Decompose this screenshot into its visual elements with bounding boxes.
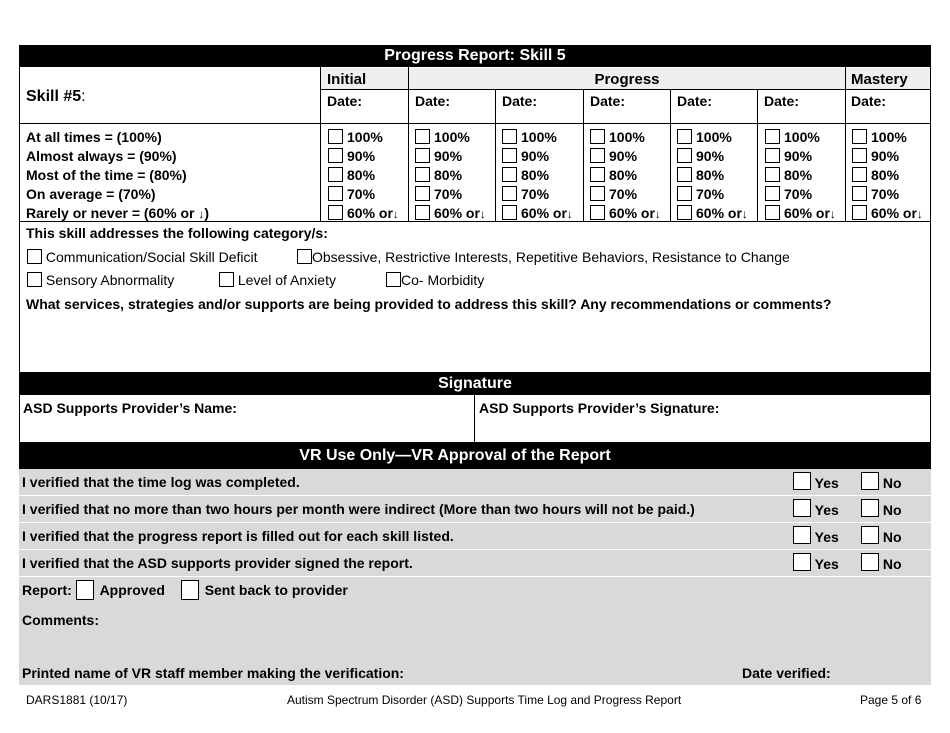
option-90 <box>852 147 923 166</box>
checkbox[interactable] <box>590 205 605 220</box>
checkbox[interactable] <box>793 526 811 544</box>
sent-back-label: Sent back to provider <box>204 582 348 598</box>
option-label: 100% <box>784 129 820 145</box>
checkbox[interactable] <box>328 186 343 201</box>
option-80 <box>852 166 923 185</box>
comments-label: Comments: <box>22 612 100 628</box>
checkbox[interactable] <box>502 205 517 220</box>
date-verified-label: Date verified: <box>742 665 831 681</box>
form-id: DARS1881 (10/17) <box>26 693 128 707</box>
provider-signature-field[interactable] <box>479 418 927 440</box>
vr-question: I verified that the progress report is filled out for each skill listed. <box>22 528 454 544</box>
option-label: 80% <box>871 167 900 183</box>
checkbox[interactable] <box>861 526 879 544</box>
category-prompt: This skill addresses the following category/s: <box>26 225 328 241</box>
category-label: Co- Morbidity <box>401 272 485 288</box>
date-field-progress-5[interactable]: Date: <box>764 93 800 109</box>
option-100 <box>765 128 836 147</box>
category-label: Sensory Abnormality <box>45 272 175 288</box>
scale-60-text: Rarely or never = (60% or <box>26 205 195 221</box>
report-title: Progress Report: Skill 5 <box>384 47 566 64</box>
option-label: 80% <box>784 167 813 183</box>
option-label: 60% or <box>347 205 393 221</box>
yes-label: Yes <box>814 502 839 518</box>
option-100 <box>590 128 661 147</box>
down-arrow-icon: ↓ <box>654 207 661 221</box>
mastery-header: Mastery <box>851 71 908 88</box>
option-label: 80% <box>347 167 376 183</box>
approved-checkbox[interactable] <box>76 580 94 600</box>
option-60 <box>765 204 836 224</box>
no-option <box>861 526 902 545</box>
option-70 <box>852 185 923 204</box>
date-field-progress-4[interactable]: Date: <box>677 93 713 109</box>
options-progress-4 <box>677 128 748 224</box>
option-label: 70% <box>871 186 900 202</box>
checkbox[interactable] <box>765 129 780 144</box>
checkbox[interactable] <box>219 272 234 287</box>
options-progress-2 <box>502 128 573 224</box>
checkbox[interactable] <box>386 272 401 287</box>
printed-name-label: Printed name of VR staff member making the verification: <box>22 665 404 681</box>
scale-90: Almost always = (90%) <box>26 148 177 164</box>
checkbox[interactable] <box>765 205 780 220</box>
option-label: 70% <box>347 186 376 202</box>
option-label: 70% <box>784 186 813 202</box>
no-label: No <box>882 529 902 545</box>
checkbox[interactable] <box>677 148 692 163</box>
checkbox[interactable] <box>502 148 517 163</box>
report-status-row <box>22 580 348 600</box>
scale-70: On average = (70%) <box>26 186 156 202</box>
option-80 <box>328 166 399 185</box>
no-option <box>861 553 902 572</box>
signature-divider <box>474 395 475 442</box>
approved-label: Approved <box>99 582 165 598</box>
checkbox[interactable] <box>861 499 879 517</box>
checkbox[interactable] <box>590 167 605 182</box>
option-70 <box>415 185 486 204</box>
divider-header-row <box>320 89 931 90</box>
no-option <box>861 499 902 518</box>
option-90 <box>415 147 486 166</box>
page-number: Page 5 of 6 <box>860 693 922 707</box>
option-90 <box>765 147 836 166</box>
option-90 <box>677 147 748 166</box>
yes-option <box>793 526 839 545</box>
option-label: 60% or <box>521 205 567 221</box>
options-progress-1 <box>415 128 486 224</box>
scale-legend <box>26 128 209 224</box>
option-70 <box>590 185 661 204</box>
skill-number: Skill #5 <box>26 88 82 105</box>
checkbox[interactable] <box>793 499 811 517</box>
option-label: 90% <box>871 148 900 164</box>
scale-80: Most of the time = (80%) <box>26 167 187 183</box>
vr-question-row-2 <box>19 496 931 523</box>
checkbox[interactable] <box>861 553 879 571</box>
checkbox[interactable] <box>27 249 42 264</box>
option-label: 60% or <box>434 205 480 221</box>
option-90 <box>590 147 661 166</box>
no-label: No <box>882 475 902 491</box>
checkbox[interactable] <box>415 129 430 144</box>
category-sensory <box>27 272 174 288</box>
option-label: 90% <box>434 148 463 164</box>
checkbox[interactable] <box>502 186 517 201</box>
down-arrow-icon: ↓ <box>198 207 205 221</box>
option-label: 80% <box>609 167 638 183</box>
report-label: Report: <box>22 582 72 598</box>
checkbox[interactable] <box>328 205 343 220</box>
checkbox[interactable] <box>297 249 312 264</box>
option-60 <box>328 204 399 224</box>
skill-label <box>26 88 86 106</box>
checkbox[interactable] <box>502 129 517 144</box>
option-80 <box>677 166 748 185</box>
category-comorbidity <box>386 272 484 288</box>
down-arrow-icon: ↓ <box>741 207 748 221</box>
checkbox[interactable] <box>590 129 605 144</box>
option-80 <box>590 166 661 185</box>
category-communication <box>27 249 258 265</box>
date-field-progress-2[interactable]: Date: <box>502 93 538 109</box>
option-70 <box>677 185 748 204</box>
checkbox[interactable] <box>852 148 867 163</box>
document-title: Autism Spectrum Disorder (ASD) Supports Time Log and Progress Report <box>287 693 682 707</box>
checkbox[interactable] <box>765 148 780 163</box>
option-label: 100% <box>871 129 907 145</box>
option-label: 90% <box>521 148 550 164</box>
services-comment-area[interactable] <box>26 316 926 370</box>
yes-option <box>793 499 839 518</box>
option-60 <box>852 204 923 224</box>
option-label: 100% <box>434 129 470 145</box>
option-label: 100% <box>696 129 732 145</box>
option-80 <box>765 166 836 185</box>
category-anxiety <box>219 272 336 288</box>
scale-60 <box>26 204 209 224</box>
option-label: 80% <box>696 167 725 183</box>
no-label: No <box>882 502 902 518</box>
checkbox[interactable] <box>677 205 692 220</box>
checkbox[interactable] <box>27 272 42 287</box>
option-100 <box>502 128 573 147</box>
option-100 <box>328 128 399 147</box>
checkbox[interactable] <box>502 167 517 182</box>
option-60 <box>502 204 573 224</box>
no-label: No <box>882 556 902 572</box>
vr-question: I verified that the time log was completed. <box>22 474 300 490</box>
options-initial <box>328 128 399 224</box>
option-60 <box>415 204 486 224</box>
yes-option <box>793 553 839 572</box>
option-label: 60% or <box>609 205 655 221</box>
yes-label: Yes <box>814 475 839 491</box>
checkbox[interactable] <box>861 472 879 490</box>
option-label: 100% <box>347 129 383 145</box>
down-arrow-icon: ↓ <box>392 207 399 221</box>
option-70 <box>328 185 399 204</box>
vr-question-row-1 <box>19 469 931 496</box>
services-prompt: What services, strategies and/or supports are being provided to address this skill? Any recommendations or comments? <box>26 296 832 312</box>
option-label: 90% <box>784 148 813 164</box>
option-70 <box>502 185 573 204</box>
checkbox[interactable] <box>852 186 867 201</box>
date-field-progress-1[interactable]: Date: <box>415 93 451 109</box>
option-90 <box>328 147 399 166</box>
option-label: 70% <box>434 186 463 202</box>
down-arrow-icon: ↓ <box>916 207 923 221</box>
options-progress-5 <box>765 128 836 224</box>
option-100 <box>415 128 486 147</box>
options-progress-3 <box>590 128 661 224</box>
scale-60-close: ) <box>204 205 210 221</box>
option-100 <box>852 128 923 147</box>
no-option <box>861 472 902 491</box>
checkbox[interactable] <box>852 129 867 144</box>
option-label: 70% <box>521 186 550 202</box>
signature-header-bar <box>19 372 931 395</box>
checkbox[interactable] <box>415 205 430 220</box>
scale-100: At all times = (100%) <box>26 129 162 145</box>
category-label: Level of Anxiety <box>237 272 336 288</box>
yes-label: Yes <box>814 529 839 545</box>
checkbox[interactable] <box>590 186 605 201</box>
option-label: 60% or <box>784 205 830 221</box>
initial-header: Initial <box>327 71 367 88</box>
option-label: 70% <box>609 186 638 202</box>
option-label: 100% <box>521 129 557 145</box>
yes-option <box>793 472 839 491</box>
checkbox[interactable] <box>415 167 430 182</box>
vr-question-row-4 <box>19 550 931 577</box>
option-label: 60% or <box>696 205 742 221</box>
vr-question: I verified that the ASD supports provider signed the report. <box>22 555 413 571</box>
option-label: 80% <box>521 167 550 183</box>
option-80 <box>502 166 573 185</box>
option-label: 90% <box>696 148 725 164</box>
option-label: 80% <box>434 167 463 183</box>
option-label: 90% <box>347 148 376 164</box>
checkbox[interactable] <box>677 129 692 144</box>
report-title-bar <box>19 45 931 67</box>
option-label: 90% <box>609 148 638 164</box>
vr-question: I verified that no more than two hours per month were indirect (More than two hours will not be paid.) <box>22 501 695 517</box>
option-label: 70% <box>696 186 725 202</box>
provider-name-label: ASD Supports Provider’s Name: <box>23 400 237 416</box>
provider-name-field[interactable] <box>23 418 469 440</box>
date-field-mastery[interactable]: Date: <box>851 93 887 109</box>
option-60 <box>590 204 661 224</box>
checkbox[interactable] <box>765 167 780 182</box>
checkbox[interactable] <box>793 553 811 571</box>
checkbox[interactable] <box>852 205 867 220</box>
down-arrow-icon: ↓ <box>566 207 573 221</box>
category-label: Obsessive, Restrictive Interests, Repetitive Behaviors, Resistance to Change <box>312 249 790 265</box>
checkbox[interactable] <box>328 129 343 144</box>
date-field-progress-3[interactable]: Date: <box>590 93 626 109</box>
option-80 <box>415 166 486 185</box>
yes-label: Yes <box>814 556 839 572</box>
option-70 <box>765 185 836 204</box>
category-obsessive <box>297 249 790 265</box>
down-arrow-icon: ↓ <box>829 207 836 221</box>
sent-back-checkbox[interactable] <box>181 580 199 600</box>
checkbox[interactable] <box>415 186 430 201</box>
checkbox[interactable] <box>415 148 430 163</box>
checkbox[interactable] <box>328 167 343 182</box>
date-field-initial[interactable]: Date: <box>327 93 363 109</box>
checkbox[interactable] <box>328 148 343 163</box>
option-100 <box>677 128 748 147</box>
options-mastery <box>852 128 923 224</box>
provider-signature-label: ASD Supports Provider’s Signature: <box>479 400 720 416</box>
checkbox[interactable] <box>677 186 692 201</box>
option-label: 100% <box>609 129 645 145</box>
checkbox[interactable] <box>590 148 605 163</box>
option-label: 60% or <box>871 205 917 221</box>
vr-question-row-3 <box>19 523 931 550</box>
signature-header: Signature <box>438 375 512 392</box>
vr-header: VR Use Only—VR Approval of the Report <box>299 447 611 464</box>
vr-header-bar <box>19 442 931 469</box>
option-90 <box>502 147 573 166</box>
checkbox[interactable] <box>677 167 692 182</box>
comments-field[interactable] <box>22 630 922 660</box>
down-arrow-icon: ↓ <box>479 207 486 221</box>
checkbox[interactable] <box>765 186 780 201</box>
checkbox[interactable] <box>852 167 867 182</box>
category-label: Communication/Social Skill Deficit <box>45 249 258 265</box>
progress-header: Progress <box>594 71 660 88</box>
option-60 <box>677 204 748 224</box>
skill-colon: : <box>81 88 86 105</box>
checkbox[interactable] <box>793 472 811 490</box>
